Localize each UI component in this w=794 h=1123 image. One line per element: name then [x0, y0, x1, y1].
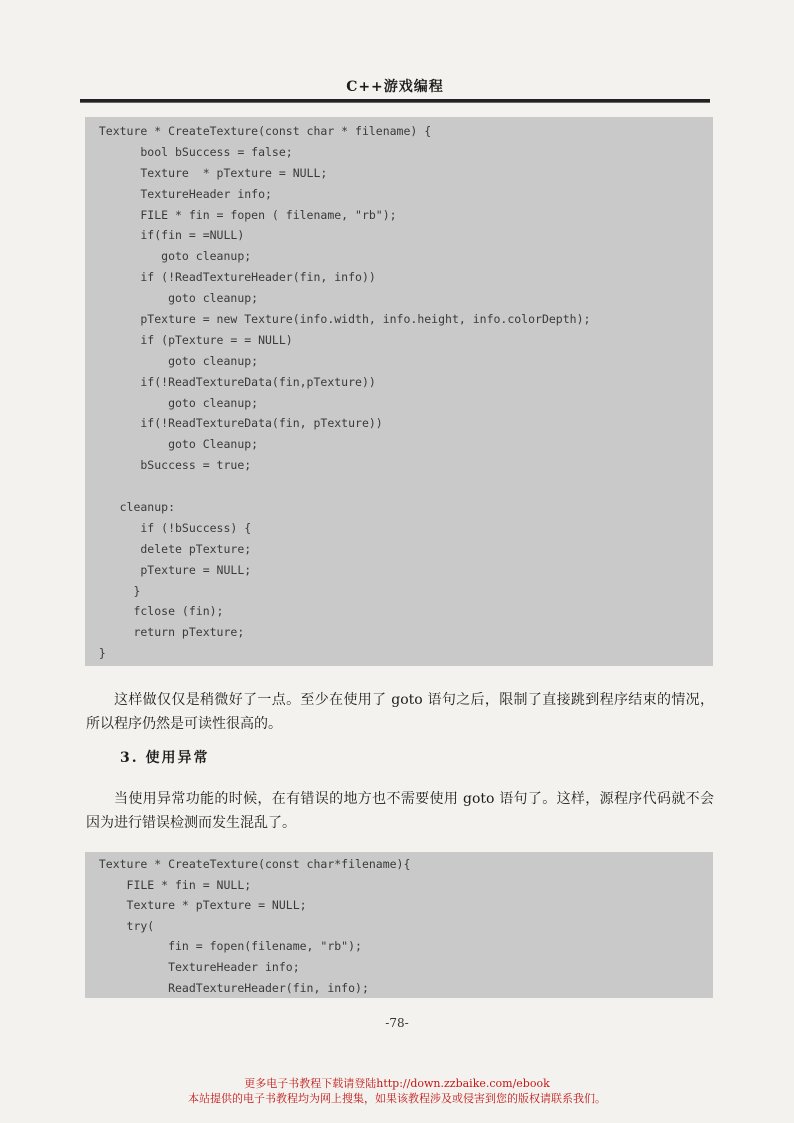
code-line: goto cleanup; [85, 395, 259, 410]
footer [0, 1076, 794, 1106]
code-line: try( [85, 918, 155, 933]
code-line: if(!ReadTextureData(fin, pTexture)) [85, 416, 383, 431]
code-line: FILE * fin = fopen ( filename, "rb"); [85, 207, 397, 222]
section-heading: 3. 使用异常 [120, 750, 210, 766]
code-line: ReadTextureHeader(fin, info); [85, 980, 369, 995]
code-line: goto cleanup; [85, 353, 259, 368]
code-line: if(fin = =NULL) [85, 228, 245, 243]
code-line: } [85, 646, 106, 661]
page-number: -78- [385, 1016, 409, 1030]
code-line [85, 476, 713, 497]
page-header: C++游戏编程 [346, 79, 444, 95]
code-line: bSuccess = true; [85, 458, 252, 473]
code-line: TextureHeader info; [85, 186, 272, 201]
code-line: fclose (fin); [85, 604, 224, 619]
code-line: pTexture = new Texture(info.width, info.height, info.colorDepth); [85, 312, 591, 327]
code-line: cleanup: [85, 500, 176, 515]
code-line: Texture * CreateTexture(const char*filename){ [85, 857, 411, 871]
code-line: goto cleanup; [85, 291, 259, 306]
footer-link-line[interactable]: 更多电子书教程下载请登陆http://down.zzbaike.com/ebook [244, 1077, 550, 1090]
code-line: bool bSuccess = false; [85, 144, 293, 159]
code-line: TextureHeader info; [85, 959, 300, 974]
body-paragraph: 当使用异常功能的时候，在有错误的地方也不需要使用 goto 语句了。这样，源程序代码就不会因为进行错误检测而发生混乱了。 [86, 791, 714, 831]
code-line: Texture * pTexture = NULL; [85, 165, 328, 180]
code-line: fin = fopen(filename, "rb"); [85, 939, 362, 954]
code-line: Texture * pTexture = NULL; [85, 898, 307, 913]
code-line: if(!ReadTextureData(fin,pTexture)) [85, 374, 376, 389]
code-line: if (pTexture = = NULL) [85, 332, 293, 347]
code-line: FILE * fin = NULL; [85, 877, 252, 892]
footer-notice-line: 本站提供的电子书教程均为网上搜集，如果该教程涉及或侵害到您的版权请联系我们。 [188, 1092, 606, 1105]
code-line: return pTexture; [85, 625, 245, 640]
code-block [85, 117, 713, 666]
code-block [85, 852, 713, 998]
header-rule [80, 99, 710, 103]
code-line: goto cleanup; [85, 249, 252, 264]
code-line: if (!ReadTextureHeader(fin, info)) [85, 270, 376, 285]
code-line: goto Cleanup; [85, 437, 259, 452]
code-line: delete pTexture; [85, 541, 252, 556]
body-paragraph: 这样做仅仅是稍微好了一点。至少在使用了 goto 语句之后，限制了直接跳到程序结束的情况，所以程序仍然是可读性很高的。 [86, 692, 714, 732]
code-line: Texture * CreateTexture(const char * filename) { [85, 124, 432, 138]
code-line: if (!bSuccess) { [85, 520, 252, 535]
code-line: } [85, 583, 141, 598]
code-line: pTexture = NULL; [85, 562, 252, 577]
